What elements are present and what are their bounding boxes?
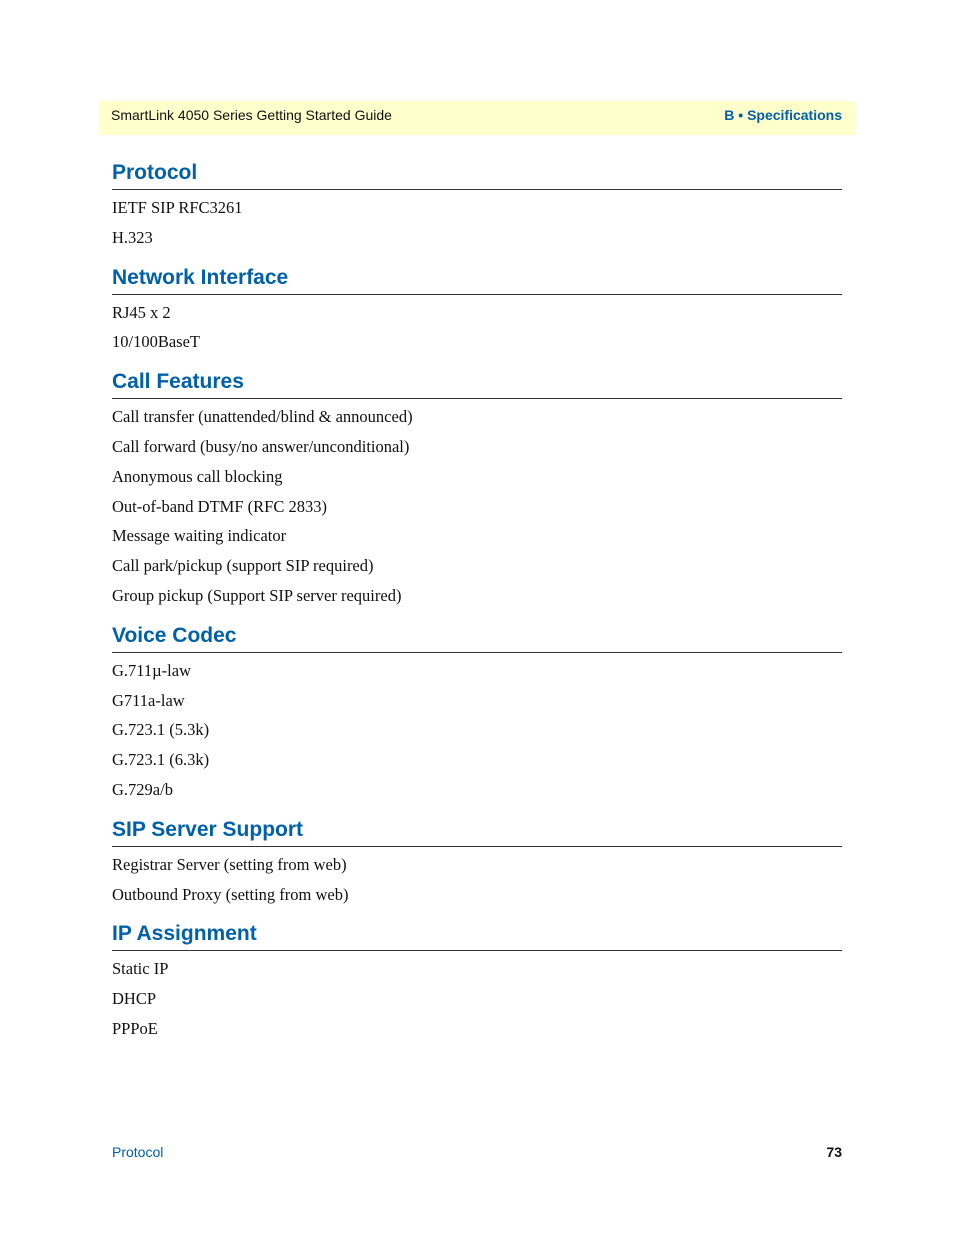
section-heading: SIP Server Support xyxy=(112,815,842,847)
section-heading: IP Assignment xyxy=(112,919,842,951)
spec-list xyxy=(112,951,842,1053)
chapter-title: B • Specifications xyxy=(724,107,842,123)
page-number: 73 xyxy=(826,1144,842,1160)
spec-item: Registrar Server (setting from web) xyxy=(112,854,347,874)
spec-item: IETF SIP RFC3261 xyxy=(112,198,243,217)
section-heading: Call Features xyxy=(112,367,842,399)
spec-item: 10/100BaseT xyxy=(112,332,200,352)
spec-item: G.729a/b xyxy=(112,779,173,799)
spec-item: G.723.1 (6.3k) xyxy=(112,750,210,770)
spec-list xyxy=(112,653,842,815)
spec-item: Anonymous call blocking xyxy=(112,466,283,486)
spec-list xyxy=(112,399,842,621)
document-title: SmartLink 4050 Series Getting Started Guide xyxy=(111,107,392,123)
spec-item: G.723.1 (5.3k) xyxy=(112,720,210,740)
spec-list xyxy=(112,295,842,368)
spec-item: Call forward (busy/no answer/unconditional) xyxy=(112,436,410,456)
spec-item: G.711µ-law xyxy=(112,660,192,680)
spec-list xyxy=(112,847,842,920)
section-call-features xyxy=(112,367,842,621)
spec-item: Call park/pickup (support SIP required) xyxy=(112,556,374,576)
spec-item: Call transfer (unattended/blind & announced) xyxy=(112,407,413,427)
spec-item: G711a-law xyxy=(112,690,185,710)
spec-item: RJ45 x 2 xyxy=(112,302,171,322)
page-content xyxy=(112,158,842,1054)
spec-item: PPPoE xyxy=(112,1018,158,1038)
section-heading: Protocol xyxy=(112,158,842,190)
section-heading: Network Interface xyxy=(112,263,842,295)
spec-item: H.323 xyxy=(112,227,153,247)
section-ip-assignment xyxy=(112,919,842,1053)
spec-item: Out-of-band DTMF (RFC 2833) xyxy=(112,496,327,516)
spec-item: Static IP xyxy=(112,959,169,979)
spec-item: DHCP xyxy=(112,989,157,1009)
section-network-interface xyxy=(112,263,842,368)
spec-list xyxy=(112,190,842,263)
running-header xyxy=(99,101,856,135)
spec-item: Message waiting indicator xyxy=(112,526,287,546)
section-heading: Voice Codec xyxy=(112,621,842,653)
footer-section-name: Protocol xyxy=(112,1144,164,1160)
section-voice-codec xyxy=(112,621,842,815)
section-sip-server-support xyxy=(112,815,842,920)
spec-item: Group pickup (Support SIP server required) xyxy=(112,585,402,605)
spec-item: Outbound Proxy (setting from web) xyxy=(112,884,349,904)
section-protocol xyxy=(112,158,842,263)
